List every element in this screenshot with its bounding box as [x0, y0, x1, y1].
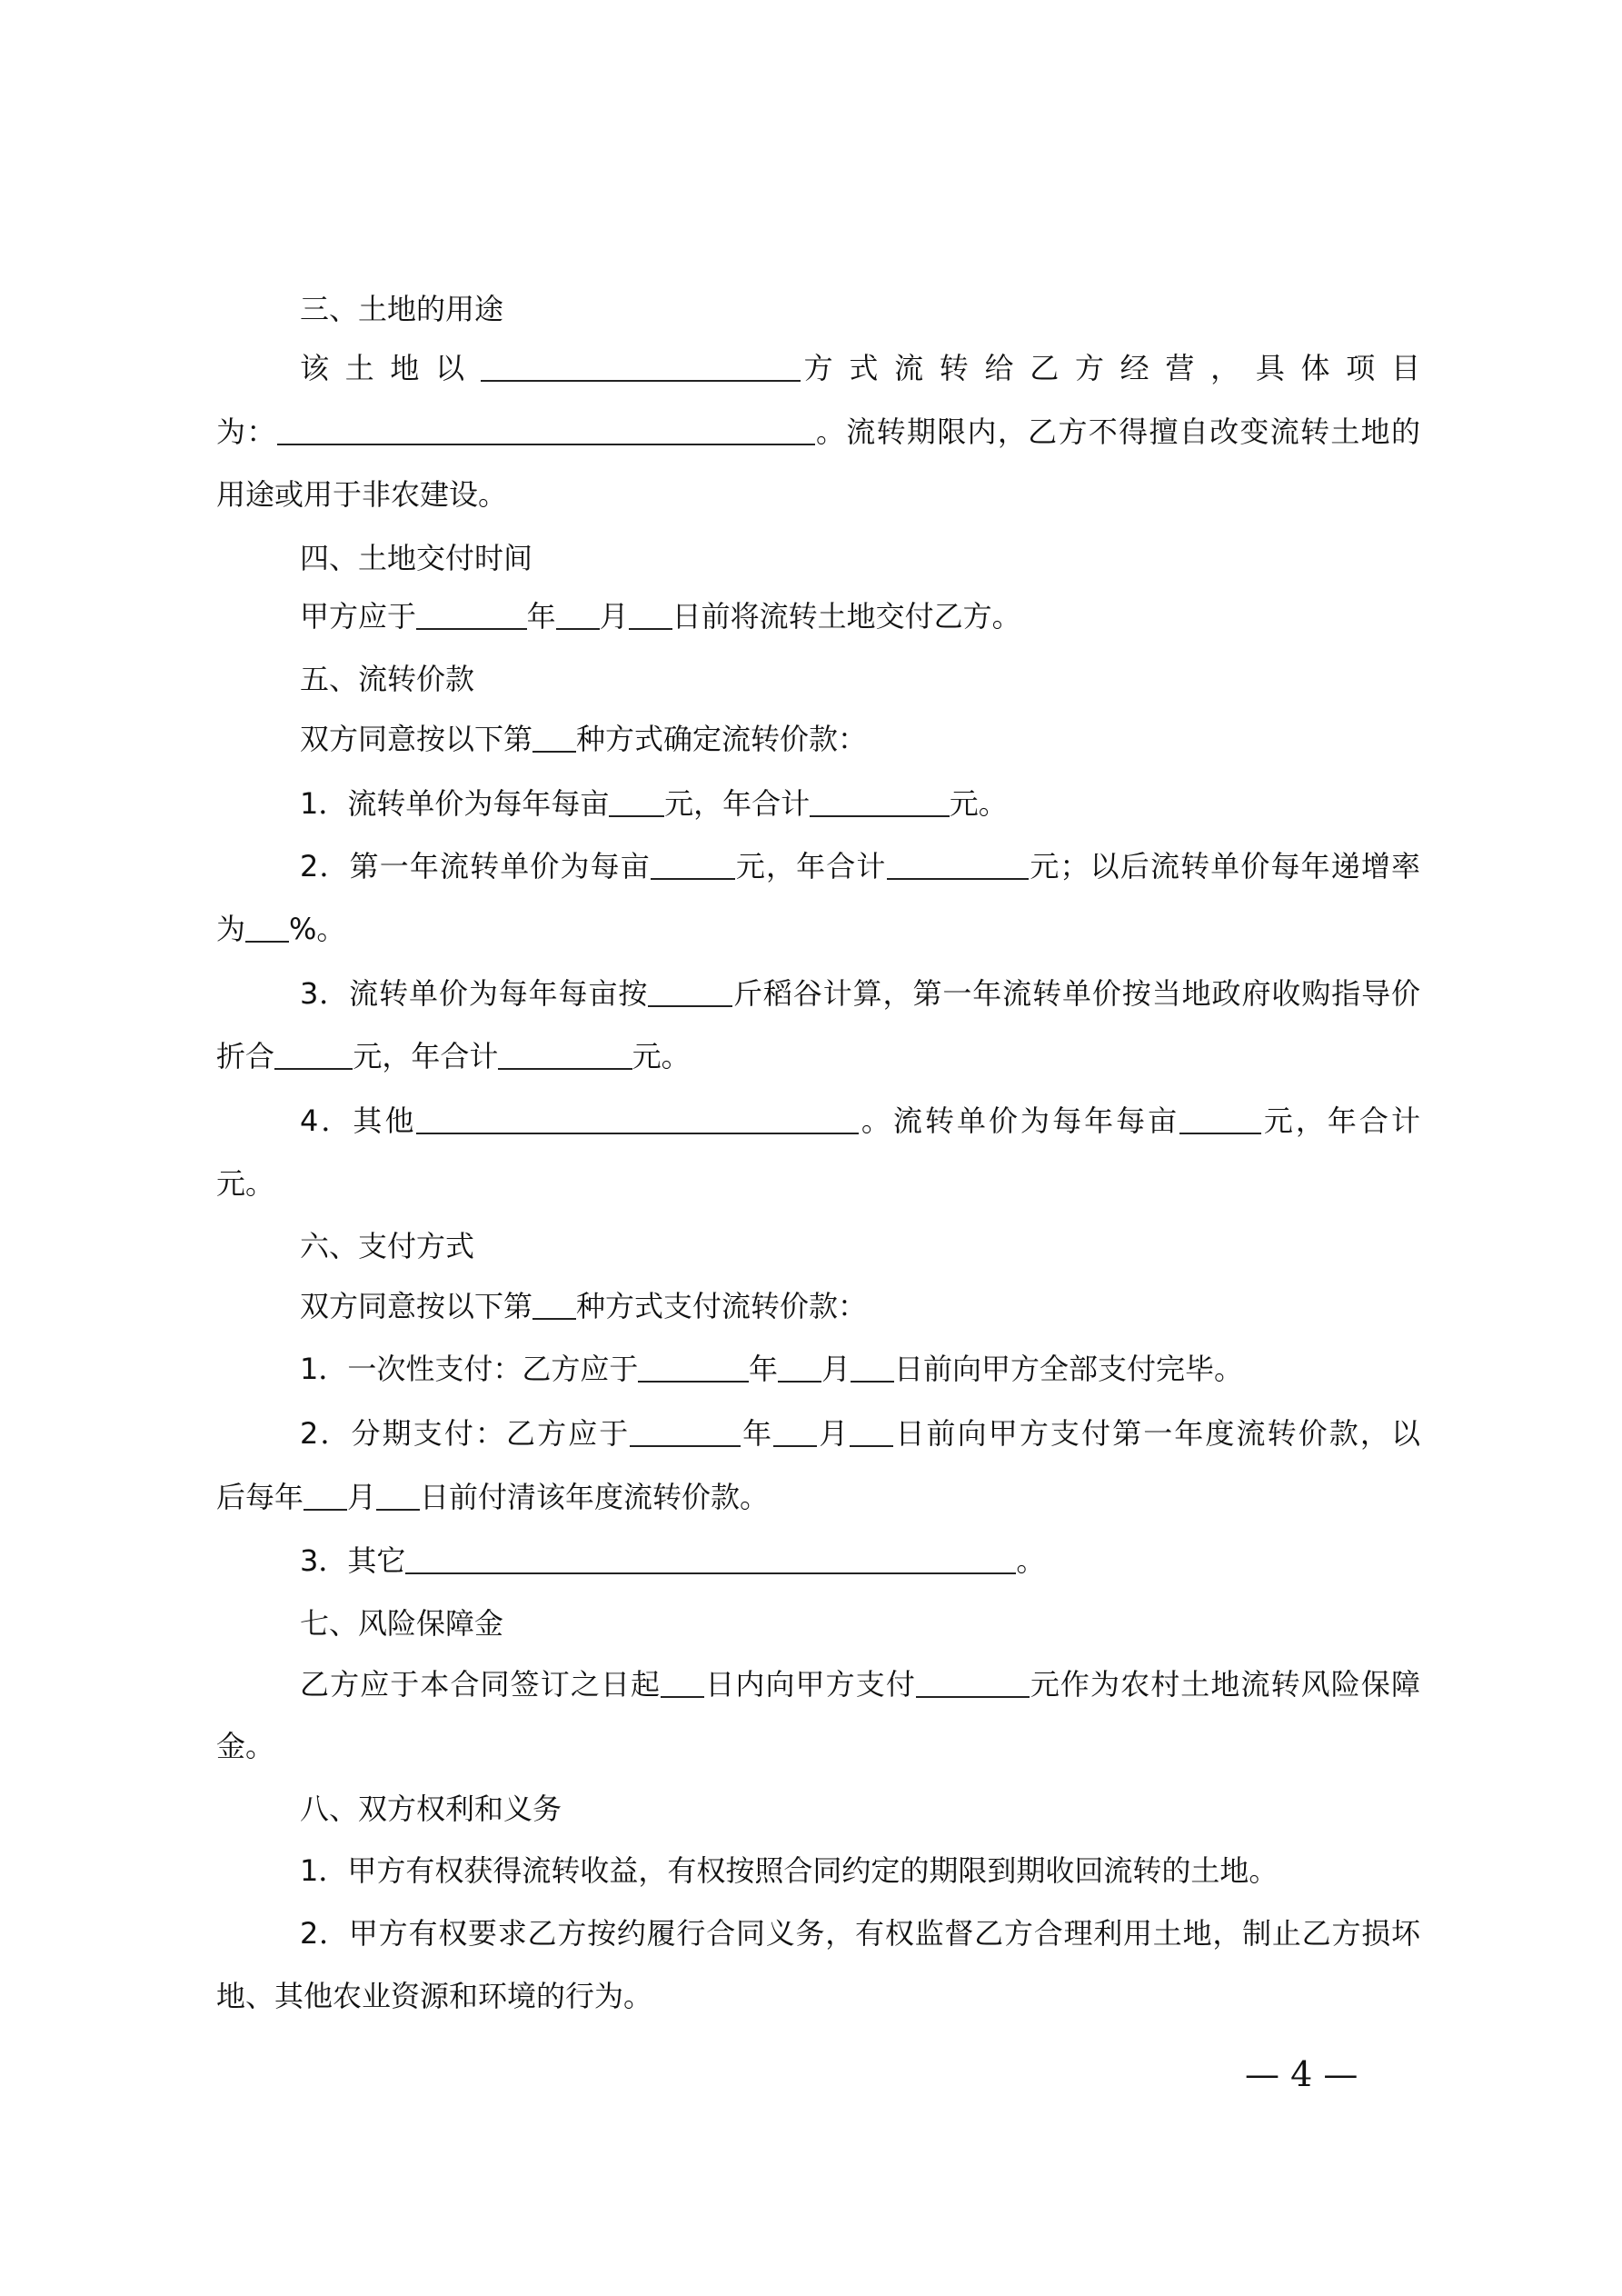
fill-in-blank[interactable]	[916, 1669, 1030, 1698]
line-text: 月	[821, 1352, 851, 1386]
line-text: 日前向甲方全部支付完毕。	[894, 1352, 1244, 1386]
line-text: 六、支付方式	[300, 1229, 475, 1263]
line-text: 。流转期限内，乙方不得擅自改变流转土地的	[814, 414, 1420, 449]
fill-in-blank[interactable]	[416, 601, 527, 630]
line-text: 方 式 流 转 给 乙 方 经 营 ， 具 体 项 目	[800, 351, 1420, 385]
document-line	[216, 1603, 1420, 1643]
fill-in-blank[interactable]	[850, 1418, 893, 1447]
line-text: 年	[526, 599, 556, 634]
line-text: 。流转单价为每年每亩	[858, 1103, 1180, 1138]
document-line	[216, 289, 1420, 329]
line-text: 月	[599, 599, 629, 634]
document-line	[216, 1851, 1420, 1891]
document-line	[216, 1163, 1420, 1203]
line-text: 种方式确定流转价款：	[576, 722, 868, 756]
document-line	[216, 1976, 1420, 2016]
line-text: 三、土地的用途	[300, 292, 504, 326]
fill-in-blank[interactable]	[661, 1669, 704, 1698]
line-text: 五、流转价款	[300, 662, 475, 696]
line-text: 日内向甲方支付	[704, 1667, 916, 1702]
line-text: 双方同意按以下第	[300, 722, 533, 756]
line-text: 斤稻谷计算，第一年流转单价按当地政府收购指导价	[732, 976, 1420, 1011]
document-line	[216, 1036, 1420, 1076]
document-line	[216, 348, 1420, 388]
line-text: 元。	[216, 1166, 275, 1201]
document-line	[216, 1477, 1420, 1517]
document-line	[216, 1226, 1420, 1266]
line-text: 该 土 地 以	[300, 351, 481, 385]
line-text: 乙方应于本合同签订之日起	[300, 1667, 662, 1702]
line-text: %。	[289, 912, 346, 946]
document-line	[216, 1413, 1420, 1453]
fill-in-blank[interactable]	[532, 1291, 576, 1320]
document-line	[216, 596, 1420, 636]
line-text: 元。	[949, 786, 1008, 821]
fill-in-blank[interactable]	[376, 1482, 420, 1511]
line-text: 月	[817, 1416, 851, 1451]
fill-in-blank[interactable]	[629, 601, 672, 630]
line-text: 日前付清该年度流转价款。	[420, 1480, 770, 1514]
line-text: 为：	[216, 414, 277, 449]
fill-in-blank[interactable]	[651, 851, 735, 880]
line-text: 甲方应于	[300, 599, 417, 634]
document-line	[216, 1726, 1420, 1766]
line-text: 四、土地交付时间	[300, 541, 533, 575]
document-line	[216, 412, 1420, 452]
line-text: 双方同意按以下第	[300, 1289, 533, 1323]
fill-in-blank[interactable]	[648, 978, 732, 1007]
fill-in-blank[interactable]	[773, 1418, 817, 1447]
line-text: 1．流转单价为每年每亩	[300, 786, 610, 821]
document-line	[216, 1349, 1420, 1389]
line-text: 元，年合计	[664, 786, 811, 821]
line-text: 年	[748, 1352, 778, 1386]
fill-in-blank[interactable]	[630, 1418, 741, 1447]
line-text: 为	[216, 912, 246, 946]
line-text: 月	[347, 1480, 377, 1514]
document-line	[216, 719, 1420, 759]
fill-in-blank[interactable]	[851, 1353, 894, 1383]
line-text: 元；以后流转单价每年递增率	[1029, 849, 1420, 883]
fill-in-blank[interactable]	[638, 1353, 749, 1383]
document-line	[216, 1101, 1420, 1141]
fill-in-blank[interactable]	[1179, 1105, 1261, 1134]
line-text: 折合	[216, 1039, 275, 1073]
document-line	[216, 1789, 1420, 1829]
line-text: 2．甲方有权要求乙方按约履行合同义务，有权监督乙方合理利用土地，制止乙方损坏	[300, 1916, 1420, 1951]
fill-in-blank[interactable]	[405, 1545, 1016, 1574]
line-text: 元作为农村土地流转风险保障	[1029, 1667, 1420, 1702]
line-text: 种方式支付流转价款：	[576, 1289, 868, 1323]
fill-in-blank[interactable]	[416, 1105, 858, 1134]
fill-in-blank[interactable]	[556, 601, 600, 630]
document-line	[216, 1541, 1420, 1581]
fill-in-blank[interactable]	[498, 1041, 632, 1070]
fill-in-blank[interactable]	[274, 1041, 353, 1070]
document-line	[216, 846, 1420, 886]
line-text: 八、双方权利和义务	[300, 1792, 562, 1826]
line-text: 元。	[632, 1039, 691, 1073]
fill-in-blank[interactable]	[810, 788, 950, 817]
fill-in-blank[interactable]	[277, 416, 815, 445]
fill-in-blank[interactable]	[532, 724, 576, 753]
fill-in-blank[interactable]	[245, 913, 289, 943]
line-text: 地、其他农业资源和环境的行为。	[216, 1979, 653, 2013]
line-text: 用途或用于非农建设。	[216, 477, 508, 512]
line-text: 2．第一年流转单价为每亩	[300, 849, 651, 883]
fill-in-blank[interactable]	[887, 851, 1030, 880]
line-text: 元，年合计	[353, 1039, 499, 1073]
fill-in-blank[interactable]	[778, 1353, 821, 1383]
line-text: 金。	[216, 1729, 275, 1763]
document-line	[216, 659, 1420, 699]
document-line	[216, 784, 1420, 824]
line-text: 后每年	[216, 1480, 304, 1514]
line-text: 。	[1016, 1543, 1046, 1578]
document-line	[216, 1286, 1420, 1326]
document-line	[216, 1913, 1420, 1953]
line-text: 日前向甲方支付第一年度流转价款，以	[893, 1416, 1420, 1451]
document-line	[216, 538, 1420, 578]
line-text: 日前将流转土地交付乙方。	[672, 599, 1021, 634]
document-line	[216, 909, 1420, 949]
line-text: 3．其它	[300, 1543, 406, 1578]
line-text: 元，年合计	[1260, 1103, 1420, 1138]
document-line	[216, 474, 1420, 514]
line-text: 七、风险保障金	[300, 1606, 504, 1641]
line-text: 年	[740, 1416, 774, 1451]
fill-in-blank[interactable]	[304, 1482, 347, 1511]
line-text: 1．甲方有权获得流转收益，有权按照合同约定的期限到期收回流转的土地。	[300, 1853, 1279, 1888]
line-text: 元，年合计	[734, 849, 887, 883]
fill-in-blank[interactable]	[481, 353, 801, 382]
page-number: — 4 —	[1245, 2054, 1358, 2094]
line-text: 4．其他	[300, 1103, 417, 1138]
line-text: 3．流转单价为每年每亩按	[300, 976, 649, 1011]
fill-in-blank[interactable]	[609, 788, 664, 817]
line-text: 2．分期支付：乙方应于	[300, 1416, 631, 1451]
document-line	[216, 1664, 1420, 1704]
line-text: 1．一次性支付：乙方应于	[300, 1352, 639, 1386]
document-line	[216, 973, 1420, 1013]
